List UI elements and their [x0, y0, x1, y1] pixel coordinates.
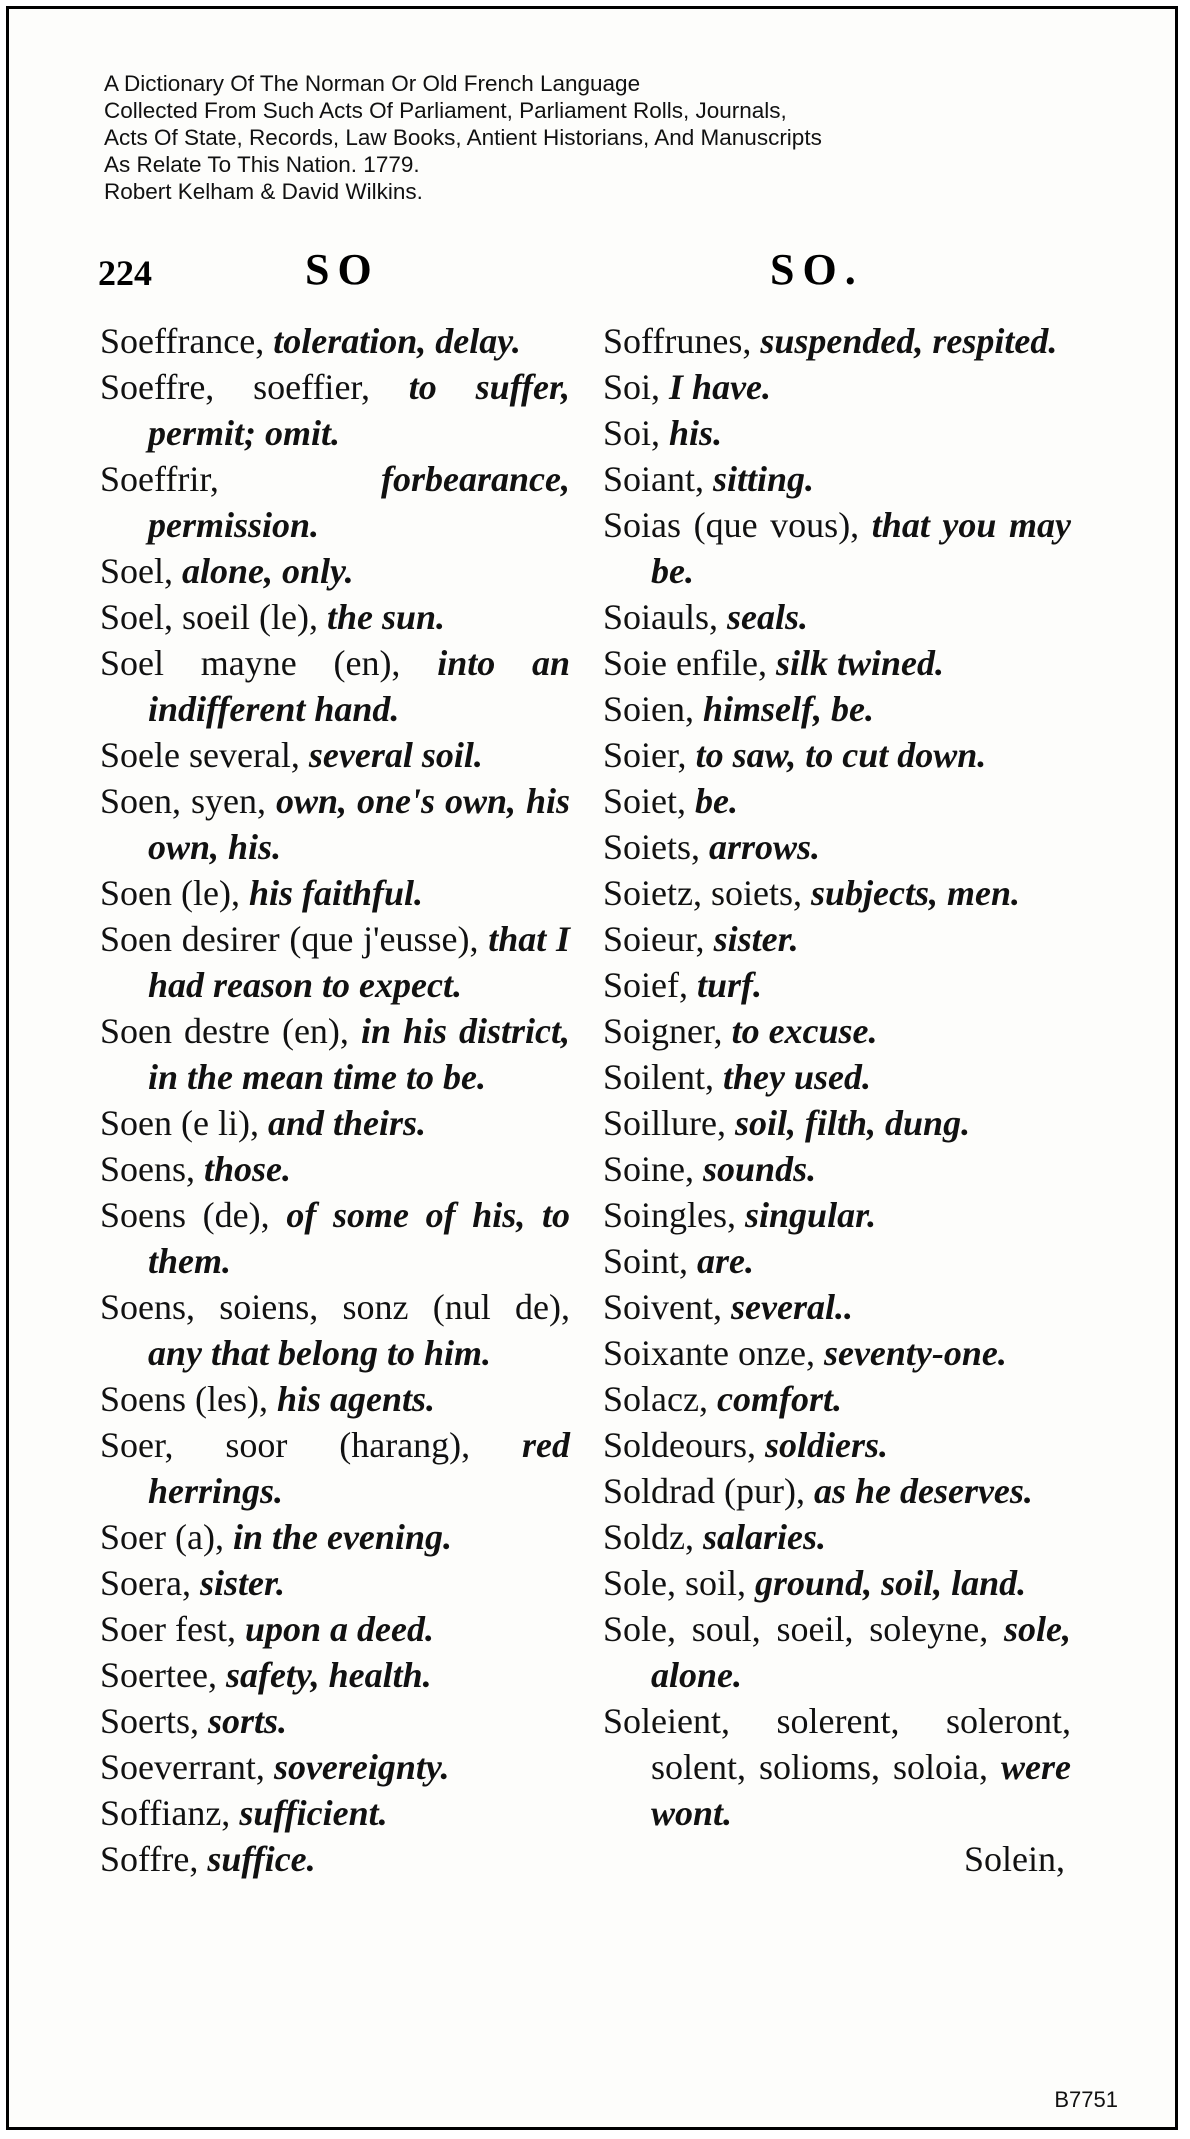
- definition: suspended, respited.: [760, 321, 1058, 361]
- headword: Soldz,: [603, 1517, 695, 1557]
- headword: Soietz, soiets,: [603, 873, 802, 913]
- dictionary-entry: [603, 1284, 1071, 1330]
- definition: as he deserves.: [813, 1471, 1033, 1511]
- definition: alone, only.: [182, 551, 354, 591]
- definition: sister.: [713, 919, 799, 959]
- dictionary-entry: [603, 1376, 1071, 1422]
- catchword: Solein,: [963, 1839, 1065, 1879]
- headword: Soiets,: [603, 827, 701, 867]
- dictionary-entry: [603, 1054, 1071, 1100]
- headword: Soie enfile,: [603, 643, 767, 683]
- guide-word-left: SO: [305, 245, 380, 294]
- dictionary-entry: [100, 594, 570, 640]
- definition: sole, alone.: [651, 1609, 1072, 1695]
- title-line: Robert Kelham & David Wilkins.: [104, 179, 423, 204]
- dictionary-entry: [603, 1422, 1071, 1468]
- definition: to suffer, permit; omit.: [148, 367, 570, 453]
- dictionary-entry: [603, 1514, 1071, 1560]
- definition: to saw, to cut down.: [695, 735, 987, 775]
- definition: any that belong to him.: [148, 1333, 492, 1373]
- definition: seals.: [727, 597, 809, 637]
- definition: subjects, men.: [810, 873, 1020, 913]
- dictionary-entry: [100, 1836, 570, 1882]
- definition: safety, health.: [225, 1655, 432, 1695]
- dictionary-entry: [603, 1698, 1071, 1836]
- dictionary-entry: [100, 870, 570, 916]
- dictionary-entry: [100, 1514, 570, 1560]
- definition: soil, filth, dung.: [735, 1103, 971, 1143]
- definition: be.: [695, 781, 738, 821]
- dictionary-entry: [100, 732, 570, 778]
- headword: Soeffrance,: [100, 321, 265, 361]
- dictionary-entry: [603, 1008, 1071, 1054]
- definition: upon a deed.: [244, 1609, 434, 1649]
- definition: the sun.: [326, 597, 446, 637]
- dictionary-entry: [603, 456, 1071, 502]
- headword: Soixante onze,: [603, 1333, 815, 1373]
- dictionary-entry: [603, 778, 1071, 824]
- headword: Soldrad (pur),: [603, 1471, 805, 1511]
- headword: Soi,: [603, 367, 661, 407]
- reference-code: B7751: [1054, 2087, 1118, 2112]
- dictionary-entry: [603, 1468, 1071, 1514]
- headword: Soint,: [603, 1241, 689, 1281]
- dictionary-entry: [100, 1284, 570, 1376]
- dictionary-entry: [603, 1606, 1071, 1698]
- headword: Soier,: [603, 735, 687, 775]
- definition: soldiers.: [765, 1425, 889, 1465]
- headword: Soer (a),: [100, 1517, 224, 1557]
- dictionary-entry: [100, 1698, 570, 1744]
- headword: Soens (de),: [100, 1195, 270, 1235]
- dictionary-entry: [100, 1744, 570, 1790]
- headword: Solacz,: [603, 1379, 708, 1419]
- dictionary-entry: [100, 1606, 570, 1652]
- title-line: Acts Of State, Records, Law Books, Antient Historians, And Manuscripts: [104, 125, 822, 150]
- dictionary-entry: [100, 778, 570, 870]
- dictionary-entry: [100, 456, 570, 548]
- right-column: [603, 318, 1071, 1882]
- dictionary-entry: [100, 640, 570, 732]
- definition: salaries.: [703, 1517, 827, 1557]
- dictionary-entry: [603, 318, 1071, 364]
- dictionary-entry: [100, 1192, 570, 1284]
- guide-word-right: SO.: [770, 245, 864, 294]
- headword: Soffrunes,: [603, 321, 752, 361]
- headword: Soer fest,: [100, 1609, 236, 1649]
- headword: Soiet,: [603, 781, 687, 821]
- headword: Soivent,: [603, 1287, 723, 1327]
- definition: toleration, delay.: [273, 321, 521, 361]
- definition: own, one's own, his own, his.: [148, 781, 570, 867]
- dictionary-entry: [100, 1560, 570, 1606]
- definition: those.: [204, 1149, 292, 1189]
- dictionary-entry: [603, 1100, 1071, 1146]
- headword: Soief,: [603, 965, 688, 1005]
- definition: silk twined.: [775, 643, 944, 683]
- definition: sovereignty.: [273, 1747, 450, 1787]
- definition: I have.: [669, 367, 772, 407]
- definition: singular.: [745, 1195, 877, 1235]
- dictionary-entry: [100, 1008, 570, 1100]
- headword: Soldeours,: [603, 1425, 756, 1465]
- dictionary-entry: [100, 916, 570, 1008]
- definition: to excuse.: [731, 1011, 878, 1051]
- headword: Sole, soul, soeil, soleyne,: [603, 1609, 989, 1649]
- headword: Soiauls,: [603, 597, 719, 637]
- definition: sufficient.: [239, 1793, 388, 1833]
- headword: Soele several,: [100, 735, 300, 775]
- headword: Soi,: [603, 413, 661, 453]
- definition: in the evening.: [232, 1517, 452, 1557]
- dictionary-entry: [603, 1238, 1071, 1284]
- headword: Soeverrant,: [100, 1747, 265, 1787]
- headword: Soffre,: [100, 1839, 199, 1879]
- definition: sister.: [199, 1563, 285, 1603]
- dictionary-entry: [603, 962, 1071, 1008]
- dictionary-entry: [100, 1790, 570, 1836]
- dictionary-entry: [100, 1146, 570, 1192]
- dictionary-entry: [603, 594, 1071, 640]
- definition: his faithful.: [248, 873, 424, 913]
- headword: Soel, soeil (le),: [100, 597, 318, 637]
- definition: suffice.: [207, 1839, 316, 1879]
- headword: Soingles,: [603, 1195, 737, 1235]
- headword: Soens, soiens, sonz (nul de),: [100, 1287, 570, 1327]
- definition: several..: [731, 1287, 853, 1327]
- definition: sitting.: [713, 459, 815, 499]
- headword: Soias (que vous),: [603, 505, 860, 545]
- headword: Soilent,: [603, 1057, 715, 1097]
- definition: his agents.: [276, 1379, 436, 1419]
- headword: Soen, syen,: [100, 781, 266, 821]
- definition: sorts.: [208, 1701, 288, 1741]
- dictionary-entry: [603, 364, 1071, 410]
- title-line: A Dictionary Of The Norman Or Old French Language: [104, 71, 641, 96]
- definition: that I had reason to expect.: [148, 919, 570, 1005]
- dictionary-entry: [100, 548, 570, 594]
- definition: several soil.: [308, 735, 483, 775]
- dictionary-entry: [100, 318, 570, 364]
- dictionary-entry: [603, 640, 1071, 686]
- dictionary-entry: [603, 1146, 1071, 1192]
- dictionary-entry: [603, 686, 1071, 732]
- definition: of some of his, to them.: [148, 1195, 570, 1281]
- headword: Soeffrir,: [100, 459, 219, 499]
- definition: they used.: [723, 1057, 872, 1097]
- headword: Soerts,: [100, 1701, 199, 1741]
- definition: turf.: [697, 965, 763, 1005]
- headword: Soen desirer (que j'eusse),: [100, 919, 479, 959]
- headword: Soel mayne (en),: [100, 643, 401, 683]
- definition: in his district, in the mean time to be.: [148, 1011, 571, 1097]
- definition: sounds.: [703, 1149, 817, 1189]
- dictionary-entry: [603, 1330, 1071, 1376]
- headword: Soine,: [603, 1149, 695, 1189]
- definition: into an indifferent hand.: [148, 643, 571, 729]
- dictionary-entry: [100, 1422, 570, 1514]
- headword: Soleient, solerent, soleront, solent, solioms, soloia,: [603, 1701, 1071, 1787]
- dictionary-entry: [100, 364, 570, 456]
- left-column: [100, 318, 570, 1882]
- headword: Soer, soor (harang),: [100, 1425, 471, 1465]
- definition: his.: [669, 413, 723, 453]
- title-line: Collected From Such Acts Of Parliament, Parliament Rolls, Journals,: [104, 98, 787, 123]
- definition: are.: [697, 1241, 755, 1281]
- title-block: [104, 70, 822, 205]
- headword: Soens,: [100, 1149, 196, 1189]
- headword: Soillure,: [603, 1103, 726, 1143]
- headword: Soen (le),: [100, 873, 240, 913]
- definition: forbearance, permission.: [148, 459, 570, 545]
- definition: ground, soil, land.: [755, 1563, 1027, 1603]
- headword: Soera,: [100, 1563, 191, 1603]
- headword: Soen (e li),: [100, 1103, 259, 1143]
- dictionary-entry: [100, 1652, 570, 1698]
- headword: Soens (les),: [100, 1379, 268, 1419]
- headword: Soeffre, soeffier,: [100, 367, 370, 407]
- dictionary-entry: [603, 870, 1071, 916]
- headword: Soertee,: [100, 1655, 217, 1695]
- headword: Soel,: [100, 551, 174, 591]
- headword: Soieur,: [603, 919, 705, 959]
- headword: Sole, soil,: [603, 1563, 747, 1603]
- headword: Soigner,: [603, 1011, 723, 1051]
- dictionary-entry: [603, 732, 1071, 778]
- dictionary-entry: [100, 1376, 570, 1422]
- definition: red herrings.: [148, 1425, 570, 1511]
- headword: Soien,: [603, 689, 695, 729]
- definition: arrows.: [709, 827, 821, 867]
- headword: Soiant,: [603, 459, 705, 499]
- dictionary-entry: [603, 824, 1071, 870]
- definition: that you may be.: [651, 505, 1072, 591]
- definition: himself, be.: [703, 689, 874, 729]
- headword: Soffianz,: [100, 1793, 231, 1833]
- definition: comfort.: [716, 1379, 842, 1419]
- dictionary-entry: [603, 1560, 1071, 1606]
- definition: seventy-one.: [823, 1333, 1007, 1373]
- page-number: 224: [98, 253, 152, 293]
- dictionary-entry: [603, 410, 1071, 456]
- title-line: As Relate To This Nation. 1779.: [104, 152, 420, 177]
- dictionary-entry: [603, 1192, 1071, 1238]
- headword: Soen destre (en),: [100, 1011, 349, 1051]
- dictionary-entry: [100, 1100, 570, 1146]
- dictionary-entry: [603, 502, 1071, 594]
- dictionary-entry: [603, 916, 1071, 962]
- definition: were wont.: [651, 1747, 1071, 1833]
- definition: and theirs.: [267, 1103, 427, 1143]
